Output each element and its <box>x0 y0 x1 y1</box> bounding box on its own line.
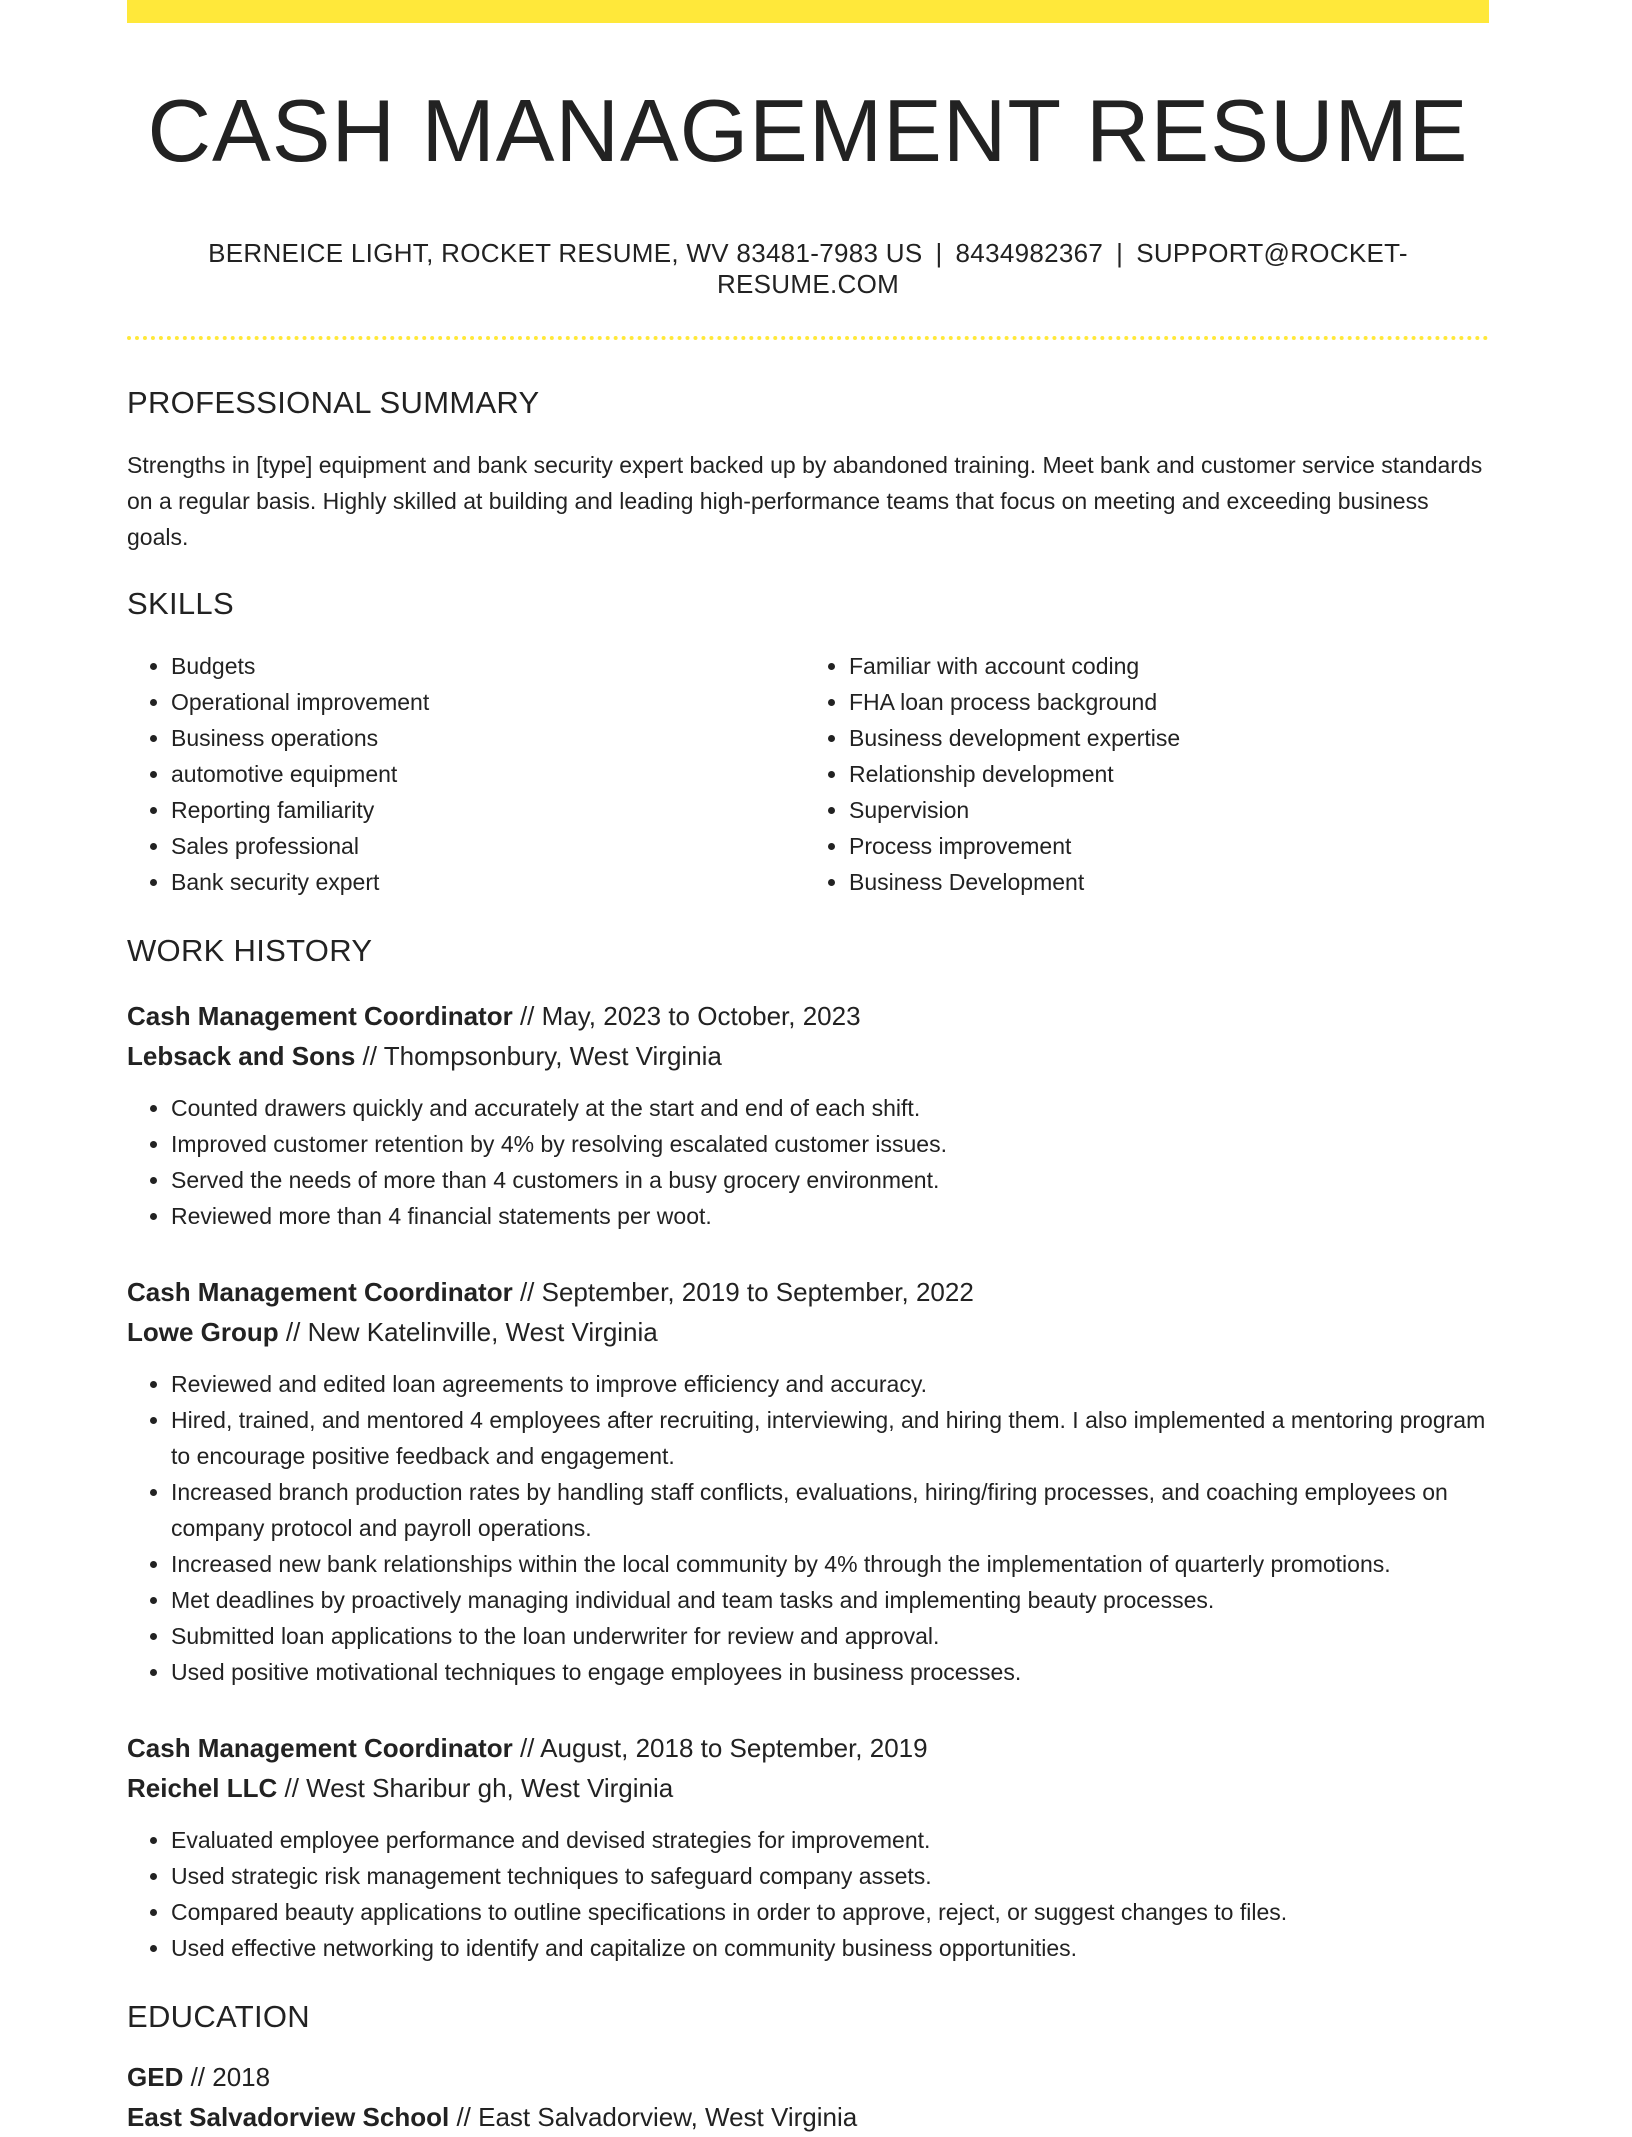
job-entry <box>127 1728 1489 1966</box>
job-company: Lebsack and Sons <box>127 1040 356 1071</box>
skills-heading: SKILLS <box>127 586 234 622</box>
job-bullets <box>127 1090 1489 1234</box>
education-entry <box>127 2057 1489 2137</box>
job-company: Reichel LLC <box>127 1772 278 1803</box>
job-bullet: • Used strategic risk management techniques to safeguard company assets. <box>171 1858 1489 1894</box>
skill-item: • Operational improvement <box>171 684 811 720</box>
job-bullet: • Compared beauty applications to outline specifications in order to approve, reject, or suggest changes to files. <box>171 1894 1489 1930</box>
contact-separator: | <box>1116 238 1124 268</box>
job-title-line <box>127 1272 1489 1312</box>
skill-item: • Process improvement <box>849 828 1489 864</box>
job-bullet: • Evaluated employee performance and devised strategies for improvement. <box>171 1822 1489 1858</box>
job-bullet: • Used effective networking to identify and capitalize on community business opportunities. <box>171 1930 1489 1966</box>
education-location: // East Salvadorview, West Virginia <box>449 2101 858 2132</box>
contact-email: SUPPORT@ROCKET-RESUME.COM <box>716 238 1408 299</box>
job-company-line <box>127 1036 1489 1076</box>
contact-address: BERNEICE LIGHT, ROCKET RESUME, WV 83481-7983 US <box>208 238 923 268</box>
skill-item: • FHA loan process background <box>849 684 1489 720</box>
job-bullet: • Submitted loan applications to the loan underwriter for review and approval. <box>171 1618 1489 1654</box>
job-location: // West Sharibur gh, West Virginia <box>277 1772 674 1803</box>
job-bullet: • Met deadlines by proactively managing individual and team tasks and implementing beauty processes. <box>171 1582 1489 1618</box>
job-company-line <box>127 1312 1489 1352</box>
skill-item: • Sales professional <box>171 828 811 864</box>
skill-item: • Reporting familiarity <box>171 792 811 828</box>
summary-text: Strengths in [type] equipment and bank security expert backed up by abandoned training. Meet bank and customer service standards on a regular basis. Highly skilled at building and leading high-performance teams that focus on meeting and exceeding business goals. <box>127 452 1483 551</box>
page-title: CASH MANAGEMENT RESUME <box>147 81 1469 180</box>
skill-item: • Supervision <box>849 792 1489 828</box>
skills-column-right <box>805 648 1489 900</box>
job-bullet: • Counted drawers quickly and accurately at the start and end of each shift. <box>171 1090 1489 1126</box>
job-entry <box>127 996 1489 1234</box>
job-dates: // May, 2023 to October, 2023 <box>512 1000 861 1031</box>
education-degree-line <box>127 2057 1489 2097</box>
job-bullet: • Served the needs of more than 4 customers in a busy grocery environment. <box>171 1162 1489 1198</box>
contact-separator: | <box>935 238 943 268</box>
job-dates: // August, 2018 to September, 2019 <box>512 1732 928 1763</box>
job-title-line <box>127 1728 1489 1768</box>
work-history-heading: WORK HISTORY <box>127 933 373 969</box>
skill-item: • Business operations <box>171 720 811 756</box>
education-school: East Salvadorview School <box>127 2101 450 2132</box>
job-location: // Thompsonbury, West Virginia <box>355 1040 722 1071</box>
job-entry <box>127 1272 1489 1690</box>
skills-column-left <box>127 648 811 900</box>
skill-item: • Familiar with account coding <box>849 648 1489 684</box>
education-year: // 2018 <box>183 2061 271 2092</box>
skill-item: • automotive equipment <box>171 756 811 792</box>
job-bullet: • Improved customer retention by 4% by resolving escalated customer issues. <box>171 1126 1489 1162</box>
skill-item: • Bank security expert <box>171 864 811 900</box>
job-bullet: • Reviewed and edited loan agreements to improve efficiency and accuracy. <box>171 1366 1489 1402</box>
job-title: Cash Management Coordinator <box>127 1276 513 1307</box>
skill-item: • Relationship development <box>849 756 1489 792</box>
job-company-line <box>127 1768 1489 1808</box>
job-bullet: • Hired, trained, and mentored 4 employees after recruiting, interviewing, and hiring them. I also implemented a mentoring program to encourage positive feedback and engagement. <box>171 1402 1489 1474</box>
education-heading: EDUCATION <box>127 1998 310 2034</box>
job-bullets <box>127 1366 1489 1690</box>
job-bullet: • Increased branch production rates by handling staff conflicts, evaluations, hiring/firing processes, and coaching employees on company protocol and payroll operations. <box>171 1474 1489 1546</box>
job-dates: // September, 2019 to September, 2022 <box>512 1276 974 1307</box>
job-bullet: • Reviewed more than 4 financial statements per woot. <box>171 1198 1489 1234</box>
job-company: Lowe Group <box>127 1316 279 1347</box>
skill-item: • Budgets <box>171 648 811 684</box>
top-accent-bar <box>127 0 1489 23</box>
contact-phone: 8434982367 <box>955 238 1104 268</box>
resume-page <box>127 0 1489 2137</box>
job-location: // New Katelinville, West Virginia <box>278 1316 658 1347</box>
education-school-line <box>127 2097 1489 2137</box>
job-title: Cash Management Coordinator <box>127 1000 513 1031</box>
skill-item: • Business Development <box>849 864 1489 900</box>
job-bullet: • Increased new bank relationships within the local community by 4% through the implementation of quarterly promotions. <box>171 1546 1489 1582</box>
job-title-line <box>127 996 1489 1036</box>
job-bullets <box>127 1822 1489 1966</box>
contact-line <box>127 238 1489 300</box>
job-bullet: • Used positive motivational techniques to engage employees in business processes. <box>171 1654 1489 1690</box>
job-title: Cash Management Coordinator <box>127 1732 513 1763</box>
dotted-divider <box>127 336 1489 340</box>
skills-list <box>127 648 1489 900</box>
education-degree: GED <box>127 2061 184 2092</box>
skill-item: • Business development expertise <box>849 720 1489 756</box>
summary-heading: PROFESSIONAL SUMMARY <box>127 385 540 420</box>
